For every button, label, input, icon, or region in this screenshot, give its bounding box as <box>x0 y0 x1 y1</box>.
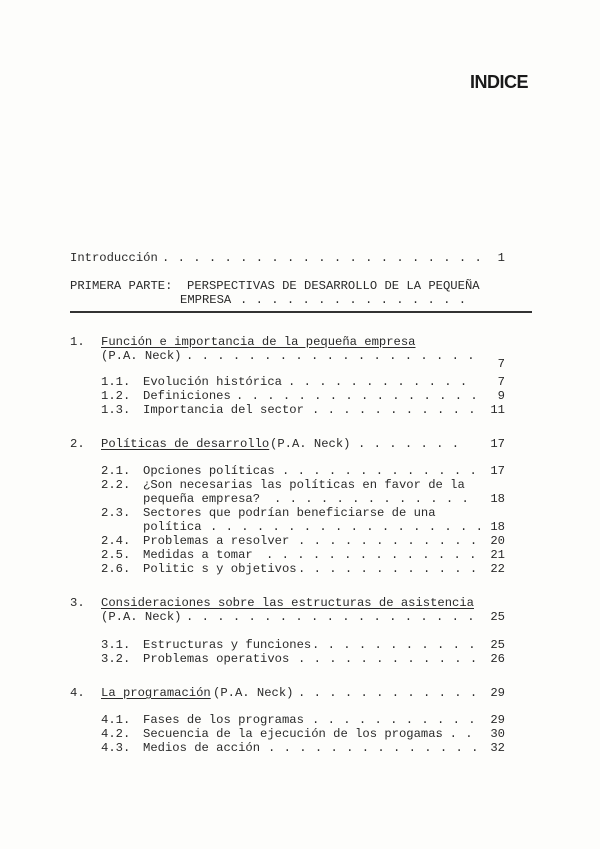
entry-number: 2.6. <box>101 562 131 576</box>
entry-title: Problemas a resolver <box>143 534 290 548</box>
section-title: La programación <box>101 686 211 700</box>
page-title: INDICE <box>470 72 529 92</box>
section-page: 29 <box>490 686 505 700</box>
section-author: (P.A. Neck) <box>101 349 182 363</box>
entry-page: 11 <box>490 403 505 417</box>
section-author: (P.A. Neck) <box>213 686 294 700</box>
entry-number: 4.2. <box>101 727 131 741</box>
entry-page: 32 <box>490 741 505 755</box>
entry-number: 2.4. <box>101 534 131 548</box>
entry-number: 4.1. <box>101 713 131 727</box>
entry-title: Definiciones <box>143 389 231 403</box>
entry-page: 21 <box>490 548 505 562</box>
entry-page: 22 <box>490 562 505 576</box>
entry-page: 30 <box>490 727 505 741</box>
section-author: (P.A. Neck) <box>101 610 182 624</box>
entry-page: 9 <box>497 389 505 403</box>
entry-title-cont: política <box>143 520 202 534</box>
entry-number: 3.2. <box>101 652 131 666</box>
section-number: 1. <box>70 335 85 349</box>
entry-number: 2.1. <box>101 464 131 478</box>
entry-title: Estructuras y funciones <box>143 638 312 652</box>
section-author: (P.A. Neck) <box>270 437 351 451</box>
section-number: 2. <box>70 437 85 451</box>
entry-number: 3.1. <box>101 638 131 652</box>
leader-dots: . . . . . . . . . . . <box>312 403 477 417</box>
entry-title-cont: pequeña empresa? <box>143 492 261 506</box>
entry-page: 29 <box>490 713 505 727</box>
leader-dots: . . . . . . . . . . . . <box>298 562 478 576</box>
entry-title: Evolución histórica <box>143 375 282 389</box>
leader-dots: . . . . . . . . . . . . . . <box>268 741 479 755</box>
entry-number: 4.3. <box>101 741 131 755</box>
entry-title: Medidas a tomar <box>143 548 253 562</box>
entry-title: ¿Son necesarias las políticas en favor de la <box>143 478 465 492</box>
section-title: Función e importancia de la pequeña empresa <box>101 335 416 349</box>
leader-dots: . . . . . . . . . . . <box>312 638 477 652</box>
entry-title: Fases de los programas <box>143 713 304 727</box>
section-number: 3. <box>70 596 85 610</box>
leader-dots: . . . . . . . . . . . . . . . . . . . . . <box>162 251 483 265</box>
intro-page: 1 <box>497 251 505 265</box>
entry-page: 25 <box>490 638 505 652</box>
entry-page: 18 <box>490 520 505 534</box>
section-page: 7 <box>497 357 505 371</box>
entry-page: 18 <box>490 492 505 506</box>
entry-page: 7 <box>497 375 505 389</box>
leader-dots: . . . <box>434 727 474 741</box>
leader-dots: . . . . . . . . . . . . . <box>282 464 478 478</box>
entry-title: Politic s y objetivos <box>143 562 297 576</box>
entry-page: 20 <box>490 534 505 548</box>
leader-dots: . . . . . . . . . . . . <box>298 686 478 700</box>
leader-dots: . . . . . . . . . . . . . <box>274 492 470 506</box>
leader-dots: . . . . . . . . . . . . <box>288 375 468 389</box>
entry-number: 1.3. <box>101 403 131 417</box>
leader-dots: . . . . . . . . . . . . . . . . . . . <box>186 349 476 363</box>
entry-number: 1.2. <box>101 389 131 403</box>
entry-title: Importancia del sector <box>143 403 304 417</box>
leader-dots: . . . . . . . . . . . . . . . . . . <box>210 520 484 534</box>
part-heading: PRIMERA PARTE: PERSPECTIVAS DE DESARROLLO DE LA PEQUEÑA <box>70 279 480 293</box>
divider-rule <box>70 311 532 313</box>
leader-dots: . . . . . . . . . . . . . . . . . . . <box>186 610 476 624</box>
entry-page: 17 <box>490 464 505 478</box>
entry-title: Problemas operativos <box>143 652 290 666</box>
entry-page: 26 <box>490 652 505 666</box>
section-title: Consideraciones sobre las estructuras de asistencia <box>101 596 474 610</box>
entry-title: Sectores que podrían beneficiarse de una <box>143 506 436 520</box>
intro-label: Introducción <box>70 251 158 265</box>
section-number: 4. <box>70 686 85 700</box>
leader-dots: . . . . . . . . . . . . <box>298 534 478 548</box>
section-page: 25 <box>490 610 505 624</box>
leader-dots: . . . . . . . . . . . . . . . <box>240 293 467 307</box>
leader-dots: . . . . . . . . . . . . <box>298 652 478 666</box>
section-page: 17 <box>490 437 505 451</box>
entry-title: Medios de acción <box>143 741 261 755</box>
entry-number: 2.3. <box>101 506 131 520</box>
section-title: Políticas de desarrollo <box>101 437 270 451</box>
leader-dots: . . . . . . . . . . . <box>312 713 477 727</box>
entry-number: 2.2. <box>101 478 131 492</box>
entry-number: 1.1. <box>101 375 131 389</box>
entry-title: Secuencia de la ejecución de los progamas <box>143 727 443 741</box>
leader-dots: . . . . . . . . . . . . . . . . <box>236 389 479 403</box>
entry-number: 2.5. <box>101 548 131 562</box>
leader-dots: . . . . . . . . . . . . . . <box>266 548 477 562</box>
leader-dots: . . . . . . . <box>358 437 460 451</box>
entry-title: Opciones políticas <box>143 464 275 478</box>
part-heading-cont: EMPRESA <box>180 293 232 307</box>
